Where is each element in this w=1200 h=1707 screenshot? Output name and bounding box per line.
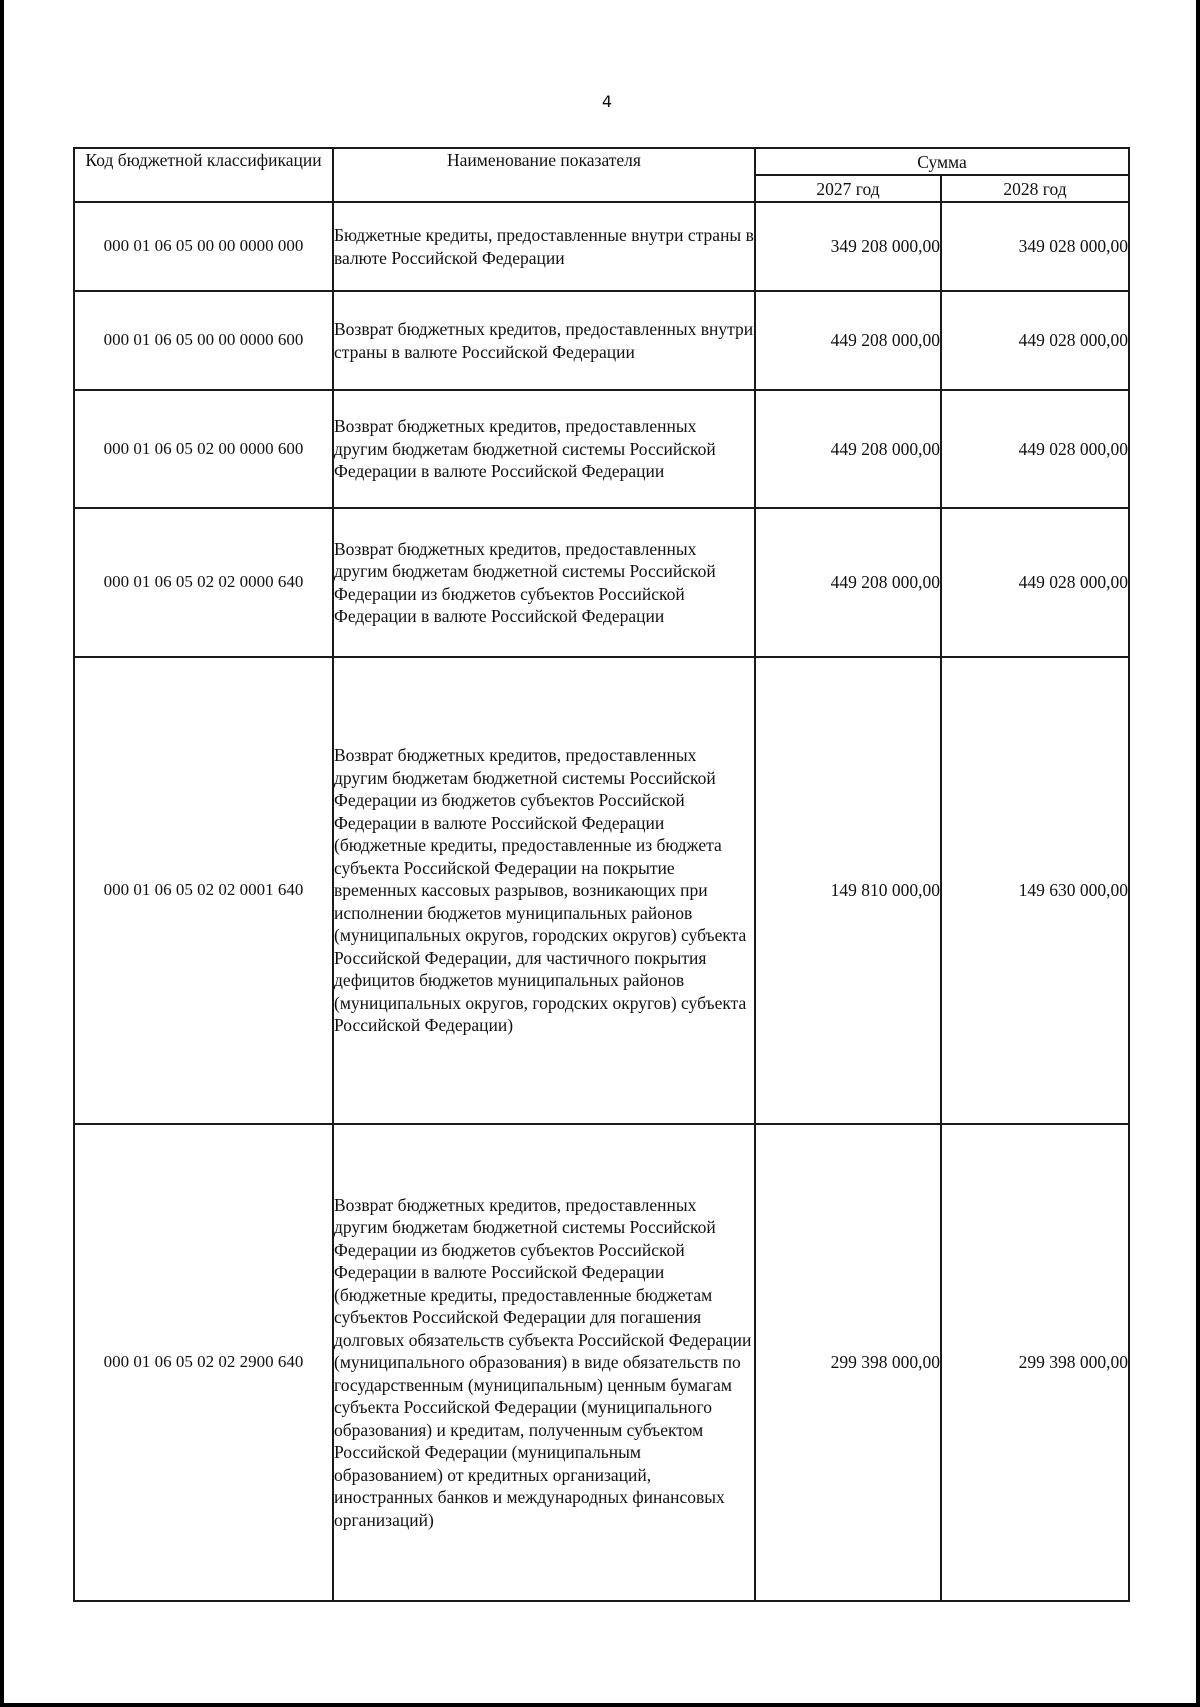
header-name: Наименование показателя xyxy=(333,148,755,202)
row-code: 000 01 06 05 02 02 0001 640 xyxy=(74,657,333,1124)
header-sum: Сумма xyxy=(755,148,1129,175)
page-border-bottom xyxy=(0,1703,1200,1707)
header-row xyxy=(74,148,1129,175)
page-border-right xyxy=(1196,0,1200,1707)
page-border-left xyxy=(0,0,4,1707)
row-amount-2028: 299 398 000,00 xyxy=(941,1124,1129,1601)
row-amount-2028: 349 028 000,00 xyxy=(941,202,1129,291)
table-row xyxy=(74,657,1129,1124)
row-amount-2027: 149 810 000,00 xyxy=(755,657,941,1124)
row-amount-2028: 149 630 000,00 xyxy=(941,657,1129,1124)
row-name: Возврат бюджетных кредитов, предоставленных другим бюджетам бюджетной системы Российской Федерации из бюджетов субъектов Российской Федерации в валюте Российской Федерации (бюджетные кредиты, предоставленные из бюджета субъекта Российской Федерации на покрытие временных кассовых разрывов, возникающих при исполнении бюджетов муниципальных районов (муниципальных округов, городских округов) субъекта Российской Федерации, для частичного покрытия дефицитов бюджетов муниципальных районов (муниципальных округов, городских округов) субъекта Российской Федерации) xyxy=(333,657,755,1124)
row-amount-2028: 449 028 000,00 xyxy=(941,508,1129,657)
row-name: Возврат бюджетных кредитов, предоставленных другим бюджетам бюджетной системы Российской Федерации в валюте Российской Федерации xyxy=(333,390,755,508)
row-amount-2027: 449 208 000,00 xyxy=(755,291,941,390)
header-code: Код бюджетной классификации xyxy=(74,148,333,202)
row-code: 000 01 06 05 00 00 0000 600 xyxy=(74,291,333,390)
row-amount-2027: 299 398 000,00 xyxy=(755,1124,941,1601)
row-name: Возврат бюджетных кредитов, предоставленных другим бюджетам бюджетной системы Российской Федерации из бюджетов субъектов Российской Федерации в валюте Российской Федерации xyxy=(333,508,755,657)
table-row xyxy=(74,202,1129,291)
table-row xyxy=(74,291,1129,390)
row-name: Возврат бюджетных кредитов, предоставленных другим бюджетам бюджетной системы Российской Федерации из бюджетов субъектов Российской Федерации в валюте Российской Федерации (бюджетные кредиты, предоставленные бюджетам субъектов Российской Федерации для погашения долговых обязательств субъекта Российской Федерации (муниципального образования) в виде обязательств по государственным (муниципальным) ценным бумагам субъекта Российской Федерации (муниципального образования) и кредитам, полученным субъектом Российской Федерации (муниципальным образованием) от кредитных организаций, иностранных банков и международных финансовых организаций) xyxy=(333,1124,755,1601)
header-year-2028: 2028 год xyxy=(941,175,1129,202)
row-code: 000 01 06 05 00 00 0000 000 xyxy=(74,202,333,291)
row-amount-2027: 349 208 000,00 xyxy=(755,202,941,291)
table-header xyxy=(74,148,1129,202)
table-row xyxy=(74,1124,1129,1601)
row-amount-2027: 449 208 000,00 xyxy=(755,508,941,657)
row-code: 000 01 06 05 02 02 2900 640 xyxy=(74,1124,333,1601)
row-name: Бюджетные кредиты, предоставленные внутри страны в валюте Российской Федерации xyxy=(333,202,755,291)
table-body xyxy=(74,202,1129,1601)
header-year-2027: 2027 год xyxy=(755,175,941,202)
table-row xyxy=(74,390,1129,508)
budget-table xyxy=(73,147,1130,1602)
row-amount-2027: 449 208 000,00 xyxy=(755,390,941,508)
table-row xyxy=(74,508,1129,657)
row-code: 000 01 06 05 02 02 0000 640 xyxy=(74,508,333,657)
row-amount-2028: 449 028 000,00 xyxy=(941,390,1129,508)
row-amount-2028: 449 028 000,00 xyxy=(941,291,1129,390)
row-name: Возврат бюджетных кредитов, предоставленных внутри страны в валюте Российской Федерации xyxy=(333,291,755,390)
page-number: 4 xyxy=(601,92,613,111)
row-code: 000 01 06 05 02 00 0000 600 xyxy=(74,390,333,508)
